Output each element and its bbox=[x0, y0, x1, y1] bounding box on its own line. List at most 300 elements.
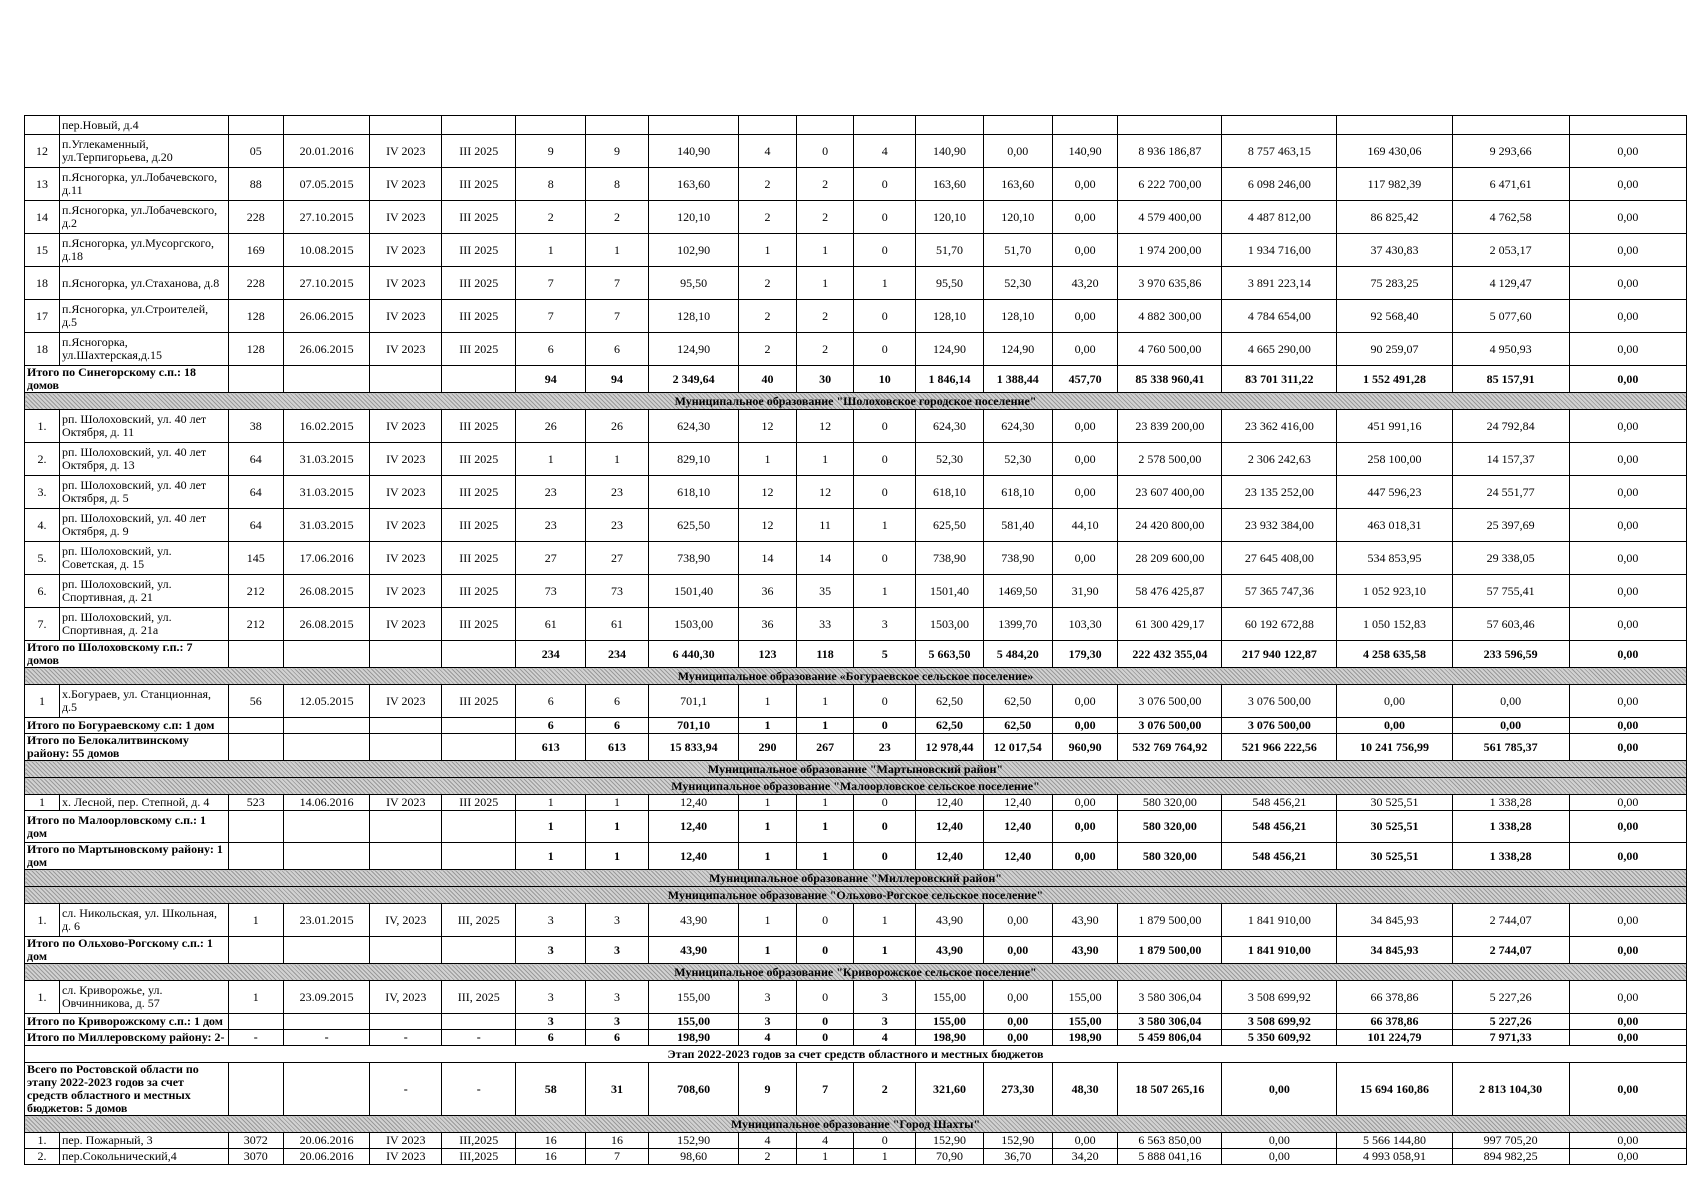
total-cell: 0,00 bbox=[1052, 843, 1118, 870]
total-row bbox=[25, 1030, 1687, 1046]
row-cell: 52,30 bbox=[916, 443, 984, 476]
row-cell: 88 bbox=[228, 168, 284, 201]
row-number: 2. bbox=[25, 443, 60, 476]
row-cell: 0,00 bbox=[1569, 542, 1686, 575]
section-header bbox=[25, 1046, 1687, 1063]
total-cell: 3 bbox=[854, 1014, 916, 1030]
row-cell: 3 508 699,92 bbox=[1222, 981, 1337, 1014]
row-cell: 1501,40 bbox=[916, 575, 984, 608]
row-cell: 6 471,61 bbox=[1452, 168, 1569, 201]
row-address: п.Ясногорка, ул.Шахтерская,д.15 bbox=[59, 333, 228, 366]
total-cell: 10 241 756,99 bbox=[1337, 734, 1452, 761]
row-cell: 894 982,25 bbox=[1452, 1149, 1569, 1165]
row-cell: 1503,00 bbox=[916, 608, 984, 641]
row-address: п.Ясногорка, ул.Лобачевского, д.2 bbox=[59, 201, 228, 234]
total-cell: 66 378,86 bbox=[1337, 1014, 1452, 1030]
row-address: п.Ясногорка, ул.Лобачевского, д.11 bbox=[59, 168, 228, 201]
row-cell: III 2025 bbox=[442, 410, 516, 443]
row-cell: 618,10 bbox=[916, 476, 984, 509]
total-cell: 233 596,59 bbox=[1452, 641, 1569, 668]
row-cell: 0,00 bbox=[1569, 795, 1686, 811]
row-cell: 25 397,69 bbox=[1452, 509, 1569, 542]
row-cell: 0,00 bbox=[1569, 1149, 1686, 1165]
total-cell bbox=[228, 843, 284, 870]
row-cell: IV 2023 bbox=[370, 410, 442, 443]
table-row bbox=[25, 234, 1687, 267]
total-cell: 179,30 bbox=[1052, 641, 1118, 668]
total-cell: 12,40 bbox=[916, 843, 984, 870]
row-cell: 155,00 bbox=[1052, 981, 1118, 1014]
table-row bbox=[25, 795, 1687, 811]
row-cell: 0,00 bbox=[983, 904, 1052, 937]
total-cell: 0,00 bbox=[1337, 718, 1452, 734]
row-cell: 128,10 bbox=[983, 300, 1052, 333]
row-cell: 0,00 bbox=[1569, 300, 1686, 333]
total-cell: 532 769 764,92 bbox=[1118, 734, 1222, 761]
total-cell: 1 338,28 bbox=[1452, 843, 1569, 870]
row-cell: 7 bbox=[516, 267, 586, 300]
total-cell: 94 bbox=[516, 366, 586, 393]
row-cell: 163,60 bbox=[916, 168, 984, 201]
row-cell: 463 018,31 bbox=[1337, 509, 1452, 542]
row-cell: IV, 2023 bbox=[370, 904, 442, 937]
row-cell: 23.09.2015 bbox=[284, 981, 370, 1014]
total-cell: 0,00 bbox=[1569, 734, 1686, 761]
row-cell: 155,00 bbox=[648, 981, 738, 1014]
row-cell bbox=[739, 116, 797, 135]
grand-total-cell bbox=[284, 1063, 370, 1116]
row-cell: 124,90 bbox=[916, 333, 984, 366]
total-label: Итого по Криворожскому с.п.: 1 дом bbox=[25, 1014, 229, 1030]
row-cell: IV 2023 bbox=[370, 234, 442, 267]
row-cell: 0,00 bbox=[1052, 1133, 1118, 1149]
row-cell: 0,00 bbox=[1052, 201, 1118, 234]
row-cell: 20.06.2016 bbox=[284, 1149, 370, 1165]
row-cell: 1 052 923,10 bbox=[1337, 575, 1452, 608]
row-cell: 07.05.2015 bbox=[284, 168, 370, 201]
row-cell: 7 bbox=[586, 300, 649, 333]
grand-total-cell: 0,00 bbox=[1222, 1063, 1337, 1116]
row-number: 4. bbox=[25, 509, 60, 542]
row-cell: 4 762,58 bbox=[1452, 201, 1569, 234]
total-cell: - bbox=[284, 1030, 370, 1046]
grand-total-cell: - bbox=[442, 1063, 516, 1116]
total-cell bbox=[442, 641, 516, 668]
row-cell: 34 845,93 bbox=[1337, 904, 1452, 937]
row-cell: 12 bbox=[796, 410, 854, 443]
row-cell: 140,90 bbox=[1052, 135, 1118, 168]
total-cell bbox=[370, 811, 442, 843]
row-number: 12 bbox=[25, 135, 60, 168]
row-cell: 0,00 bbox=[1052, 168, 1118, 201]
grand-total-cell: 31 bbox=[586, 1063, 649, 1116]
row-cell: 1 338,28 bbox=[1452, 795, 1569, 811]
row-cell: 4 579 400,00 bbox=[1118, 201, 1222, 234]
row-cell: 52,30 bbox=[983, 267, 1052, 300]
section-header-label: Муниципальное образование "Город Шахты" bbox=[25, 1116, 1687, 1133]
row-cell: 3070 bbox=[228, 1149, 284, 1165]
total-cell: 0 bbox=[796, 1014, 854, 1030]
row-cell: 1 bbox=[739, 904, 797, 937]
row-cell: 0 bbox=[796, 135, 854, 168]
row-cell: 0 bbox=[854, 410, 916, 443]
row-cell: 124,90 bbox=[648, 333, 738, 366]
total-cell: 613 bbox=[516, 734, 586, 761]
section-header-label: Муниципальное образование "Ольхово-Рогское сельское поселение" bbox=[25, 887, 1687, 904]
table-row bbox=[25, 685, 1687, 718]
row-cell: 0,00 bbox=[1569, 476, 1686, 509]
row-cell bbox=[1337, 116, 1452, 135]
grand-total-cell: 7 bbox=[796, 1063, 854, 1116]
table-row bbox=[25, 333, 1687, 366]
row-cell: 33 bbox=[796, 608, 854, 641]
total-cell bbox=[442, 1014, 516, 1030]
total-cell bbox=[228, 734, 284, 761]
row-cell: 36 bbox=[739, 575, 797, 608]
row-address: п.Ясногорка, ул.Стаханова, д.8 bbox=[59, 267, 228, 300]
total-cell: 0,00 bbox=[1569, 811, 1686, 843]
row-cell: 4 784 654,00 bbox=[1222, 300, 1337, 333]
row-cell: 4 665 290,00 bbox=[1222, 333, 1337, 366]
row-cell: 124,90 bbox=[983, 333, 1052, 366]
row-cell: 64 bbox=[228, 476, 284, 509]
row-cell: 1 bbox=[586, 443, 649, 476]
row-cell: 169 bbox=[228, 234, 284, 267]
row-cell: III, 2025 bbox=[442, 904, 516, 937]
total-cell bbox=[370, 937, 442, 964]
row-cell bbox=[1222, 116, 1337, 135]
total-cell: 94 bbox=[586, 366, 649, 393]
total-cell: 1 552 491,28 bbox=[1337, 366, 1452, 393]
section-header bbox=[25, 778, 1687, 795]
row-address: пер.Новый, д.4 bbox=[59, 116, 228, 135]
row-cell: 163,60 bbox=[983, 168, 1052, 201]
row-cell: III 2025 bbox=[442, 575, 516, 608]
row-number: 1 bbox=[25, 685, 60, 718]
row-cell: 152,90 bbox=[983, 1133, 1052, 1149]
row-cell: 0,00 bbox=[1569, 234, 1686, 267]
row-number: 6. bbox=[25, 575, 60, 608]
row-number: 14 bbox=[25, 201, 60, 234]
row-cell bbox=[648, 116, 738, 135]
total-cell bbox=[228, 1014, 284, 1030]
total-cell: 0,00 bbox=[1569, 843, 1686, 870]
row-cell: 6 bbox=[586, 685, 649, 718]
row-cell: III 2025 bbox=[442, 795, 516, 811]
total-cell: 0,00 bbox=[983, 1030, 1052, 1046]
total-cell: 222 432 355,04 bbox=[1118, 641, 1222, 668]
row-address: сл. Никольская, ул. Школьная, д. 6 bbox=[59, 904, 228, 937]
total-cell: 198,90 bbox=[916, 1030, 984, 1046]
row-cell: 12.05.2015 bbox=[284, 685, 370, 718]
row-number: 2. bbox=[25, 1149, 60, 1165]
total-cell bbox=[284, 811, 370, 843]
row-cell: 70,90 bbox=[916, 1149, 984, 1165]
row-cell: 152,90 bbox=[916, 1133, 984, 1149]
grand-total-cell: 58 bbox=[516, 1063, 586, 1116]
row-cell: 3 bbox=[586, 981, 649, 1014]
row-cell: 140,90 bbox=[648, 135, 738, 168]
total-cell bbox=[228, 937, 284, 964]
row-cell: 0 bbox=[854, 234, 916, 267]
total-cell: 1 bbox=[739, 718, 797, 734]
total-cell bbox=[284, 1014, 370, 1030]
grand-total-cell: 48,30 bbox=[1052, 1063, 1118, 1116]
row-cell: 4 760 500,00 bbox=[1118, 333, 1222, 366]
table-row bbox=[25, 904, 1687, 937]
row-cell: 0,00 bbox=[1222, 1149, 1337, 1165]
row-cell: 2 bbox=[739, 168, 797, 201]
row-cell: 1 bbox=[796, 443, 854, 476]
row-cell: 4 bbox=[739, 135, 797, 168]
row-cell: 7 bbox=[586, 1149, 649, 1165]
total-cell bbox=[370, 843, 442, 870]
section-header bbox=[25, 393, 1687, 410]
total-cell bbox=[442, 843, 516, 870]
total-cell: 34 845,93 bbox=[1337, 937, 1452, 964]
total-cell: 1 bbox=[739, 843, 797, 870]
row-cell: III 2025 bbox=[442, 509, 516, 542]
row-cell: 14 bbox=[796, 542, 854, 575]
row-cell: 1 841 910,00 bbox=[1222, 904, 1337, 937]
row-cell: 16 bbox=[516, 1133, 586, 1149]
grand-total-cell: - bbox=[370, 1063, 442, 1116]
row-cell: 0 bbox=[796, 904, 854, 937]
row-cell: 43,90 bbox=[916, 904, 984, 937]
row-cell: 9 bbox=[516, 135, 586, 168]
grand-total-cell: 273,30 bbox=[983, 1063, 1052, 1116]
row-cell: 23 bbox=[516, 476, 586, 509]
row-cell: 0 bbox=[854, 168, 916, 201]
row-address: х. Лесной, пер. Степной, д. 4 bbox=[59, 795, 228, 811]
row-cell: 7 bbox=[516, 300, 586, 333]
row-cell: 0,00 bbox=[1569, 509, 1686, 542]
row-cell: 447 596,23 bbox=[1337, 476, 1452, 509]
total-cell: 3 bbox=[516, 937, 586, 964]
row-cell: 23 bbox=[516, 509, 586, 542]
row-cell: 12 bbox=[739, 410, 797, 443]
row-cell bbox=[796, 116, 854, 135]
total-row bbox=[25, 641, 1687, 668]
row-cell: 16.02.2015 bbox=[284, 410, 370, 443]
row-cell: 169 430,06 bbox=[1337, 135, 1452, 168]
total-cell: 0 bbox=[854, 811, 916, 843]
total-cell bbox=[442, 366, 516, 393]
total-cell: 0,00 bbox=[1569, 1014, 1686, 1030]
row-cell: 3 580 306,04 bbox=[1118, 981, 1222, 1014]
row-cell: 98,60 bbox=[648, 1149, 738, 1165]
row-cell: 16 bbox=[516, 1149, 586, 1165]
row-cell: 1469,50 bbox=[983, 575, 1052, 608]
row-cell: 0,00 bbox=[1052, 685, 1118, 718]
row-cell: 10.08.2015 bbox=[284, 234, 370, 267]
row-cell: 24 420 800,00 bbox=[1118, 509, 1222, 542]
section-header-label: Муниципальное образование "Шолоховское городское поселение" bbox=[25, 393, 1687, 410]
total-cell bbox=[228, 718, 284, 734]
row-cell: 31.03.2015 bbox=[284, 476, 370, 509]
row-address: рп. Шолоховский, ул. 40 лет Октября, д. 11 bbox=[59, 410, 228, 443]
total-cell: 3 bbox=[739, 1014, 797, 1030]
row-cell: 9 293,66 bbox=[1452, 135, 1569, 168]
grand-total-cell bbox=[228, 1063, 284, 1116]
row-cell: 61 bbox=[586, 608, 649, 641]
resettlement-table-page bbox=[24, 115, 1687, 1165]
section-header-label: Муниципальное образование "Малоорловское сельское поселение" bbox=[25, 778, 1687, 795]
row-cell bbox=[916, 116, 984, 135]
row-cell: 23 839 200,00 bbox=[1118, 410, 1222, 443]
row-cell: 2 bbox=[739, 1149, 797, 1165]
row-cell: IV, 2023 bbox=[370, 981, 442, 1014]
row-cell: 0 bbox=[854, 201, 916, 234]
row-cell: 52,30 bbox=[983, 443, 1052, 476]
row-cell: 738,90 bbox=[983, 542, 1052, 575]
row-cell: 57 603,46 bbox=[1452, 608, 1569, 641]
total-cell: 6 bbox=[586, 1030, 649, 1046]
row-cell: 0,00 bbox=[1569, 333, 1686, 366]
total-cell bbox=[284, 366, 370, 393]
row-cell: 51,70 bbox=[983, 234, 1052, 267]
row-cell: 12,40 bbox=[983, 795, 1052, 811]
total-row bbox=[25, 1014, 1687, 1030]
row-cell: 1 bbox=[854, 575, 916, 608]
total-cell: 85 157,91 bbox=[1452, 366, 1569, 393]
total-cell: 1 bbox=[854, 937, 916, 964]
total-cell bbox=[370, 366, 442, 393]
row-cell: 128,10 bbox=[916, 300, 984, 333]
row-address: рп. Шолоховский, ул. Спортивная, д. 21а bbox=[59, 608, 228, 641]
total-label: Итого по Шолоховскому г.п.: 7 домов bbox=[25, 641, 229, 668]
row-number: 18 bbox=[25, 333, 60, 366]
row-cell: 8 bbox=[516, 168, 586, 201]
row-cell: 0,00 bbox=[1569, 135, 1686, 168]
row-cell: 163,60 bbox=[648, 168, 738, 201]
row-cell: 95,50 bbox=[648, 267, 738, 300]
row-cell: 23 bbox=[586, 509, 649, 542]
row-cell: 43,20 bbox=[1052, 267, 1118, 300]
row-number: 7. bbox=[25, 608, 60, 641]
row-cell: 1 bbox=[739, 234, 797, 267]
row-cell: 23 bbox=[586, 476, 649, 509]
row-cell: 1 bbox=[854, 267, 916, 300]
row-cell bbox=[586, 116, 649, 135]
total-cell: 12,40 bbox=[983, 811, 1052, 843]
row-cell: 23 362 416,00 bbox=[1222, 410, 1337, 443]
row-cell: III 2025 bbox=[442, 542, 516, 575]
total-cell: 0,00 bbox=[1052, 811, 1118, 843]
row-cell: 1 bbox=[796, 1149, 854, 1165]
row-cell: 103,30 bbox=[1052, 608, 1118, 641]
total-cell: 548 456,21 bbox=[1222, 843, 1337, 870]
total-cell: 217 940 122,87 bbox=[1222, 641, 1337, 668]
total-cell: 0,00 bbox=[983, 1014, 1052, 1030]
row-cell: IV 2023 bbox=[370, 685, 442, 718]
row-cell: IV 2023 bbox=[370, 333, 442, 366]
total-cell: 5 459 806,04 bbox=[1118, 1030, 1222, 1046]
row-cell: 1 bbox=[796, 795, 854, 811]
row-cell: 0,00 bbox=[1569, 267, 1686, 300]
row-cell: 12 bbox=[739, 509, 797, 542]
section-header bbox=[25, 964, 1687, 981]
row-cell: 2 053,17 bbox=[1452, 234, 1569, 267]
total-cell: 4 bbox=[739, 1030, 797, 1046]
row-cell: 523 bbox=[228, 795, 284, 811]
row-cell: III,2025 bbox=[442, 1149, 516, 1165]
total-cell: 0,00 bbox=[1452, 718, 1569, 734]
row-cell: 580 320,00 bbox=[1118, 795, 1222, 811]
grand-total-cell: 2 813 104,30 bbox=[1452, 1063, 1569, 1116]
row-cell: 0,00 bbox=[1052, 333, 1118, 366]
total-cell: 12,40 bbox=[916, 811, 984, 843]
table-row bbox=[25, 443, 1687, 476]
row-cell: 1501,40 bbox=[648, 575, 738, 608]
row-cell: III 2025 bbox=[442, 168, 516, 201]
row-cell: 26.08.2015 bbox=[284, 608, 370, 641]
row-number: 1. bbox=[25, 981, 60, 1014]
row-cell: IV 2023 bbox=[370, 795, 442, 811]
row-cell: 1 879 500,00 bbox=[1118, 904, 1222, 937]
total-cell bbox=[228, 641, 284, 668]
row-cell: 2 bbox=[516, 201, 586, 234]
total-cell: 0 bbox=[796, 1030, 854, 1046]
row-cell: 38 bbox=[228, 410, 284, 443]
grand-total-row bbox=[25, 1063, 1687, 1116]
row-cell: 1 bbox=[796, 234, 854, 267]
row-cell: 3 bbox=[739, 981, 797, 1014]
row-cell: 4 882 300,00 bbox=[1118, 300, 1222, 333]
grand-total-cell: 15 694 160,86 bbox=[1337, 1063, 1452, 1116]
section-header-label: Муниципальное образование "Криворожское сельское поселение" bbox=[25, 964, 1687, 981]
row-cell: 624,30 bbox=[916, 410, 984, 443]
row-cell: 829,10 bbox=[648, 443, 738, 476]
row-cell: 451 991,16 bbox=[1337, 410, 1452, 443]
section-header bbox=[25, 761, 1687, 778]
row-cell: 0 bbox=[854, 1133, 916, 1149]
total-cell: 548 456,21 bbox=[1222, 811, 1337, 843]
total-cell: 234 bbox=[516, 641, 586, 668]
total-cell bbox=[442, 811, 516, 843]
row-cell: 212 bbox=[228, 575, 284, 608]
row-cell: 23 932 384,00 bbox=[1222, 509, 1337, 542]
total-cell: 701,10 bbox=[648, 718, 738, 734]
row-cell: 145 bbox=[228, 542, 284, 575]
row-cell: 0 bbox=[854, 542, 916, 575]
total-cell: 1 841 910,00 bbox=[1222, 937, 1337, 964]
row-cell: 73 bbox=[516, 575, 586, 608]
total-row bbox=[25, 937, 1687, 964]
row-cell: III 2025 bbox=[442, 234, 516, 267]
row-cell: III, 2025 bbox=[442, 981, 516, 1014]
total-cell: 4 bbox=[854, 1030, 916, 1046]
total-cell bbox=[442, 734, 516, 761]
row-cell: 3 bbox=[854, 608, 916, 641]
row-cell: III 2025 bbox=[442, 300, 516, 333]
row-cell: 61 300 429,17 bbox=[1118, 608, 1222, 641]
row-number: 18 bbox=[25, 267, 60, 300]
total-cell: 5 663,50 bbox=[916, 641, 984, 668]
row-cell: 6 098 246,00 bbox=[1222, 168, 1337, 201]
total-label: Итого по Синегорскому с.п.: 18 домов bbox=[25, 366, 229, 393]
total-cell: 1 879 500,00 bbox=[1118, 937, 1222, 964]
total-cell: 3 580 306,04 bbox=[1118, 1014, 1222, 1030]
total-cell: 0,00 bbox=[983, 937, 1052, 964]
row-cell: 0,00 bbox=[1569, 410, 1686, 443]
row-cell: 64 bbox=[228, 509, 284, 542]
row-cell: 120,10 bbox=[648, 201, 738, 234]
total-cell: 43,90 bbox=[1052, 937, 1118, 964]
total-cell: 12,40 bbox=[983, 843, 1052, 870]
total-cell: 12,40 bbox=[648, 843, 738, 870]
total-cell: 3 076 500,00 bbox=[1118, 718, 1222, 734]
